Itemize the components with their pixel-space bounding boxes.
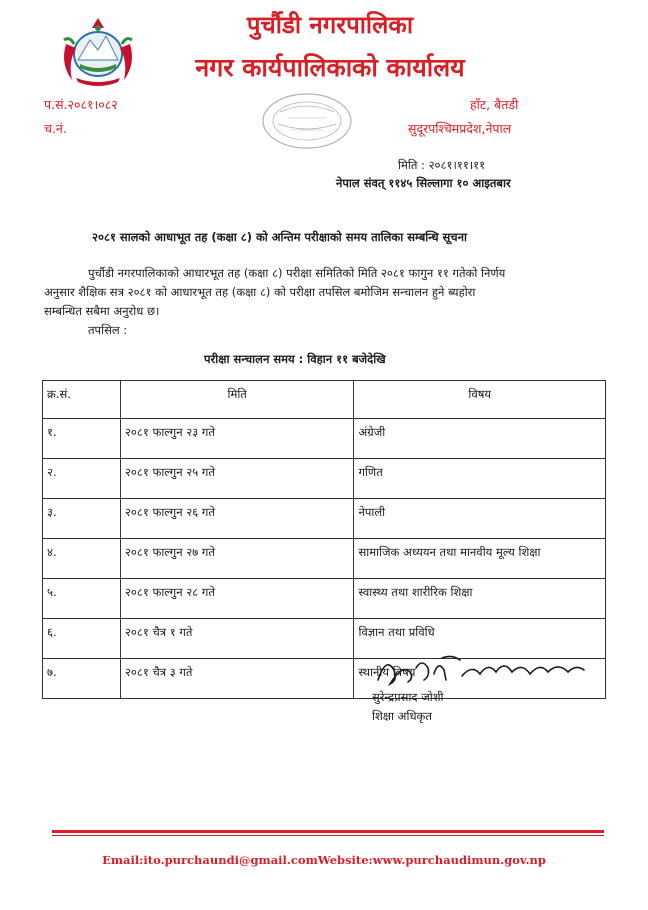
reference-number: प.सं.२०८१।०८२ xyxy=(44,97,118,112)
cell-serial: ७. xyxy=(43,659,121,699)
footer-divider-thin xyxy=(52,835,604,836)
office-stamp-icon xyxy=(258,90,356,152)
cell-serial: ५. xyxy=(43,579,121,619)
cell-date: २०८१ फाल्गुन २८ गते xyxy=(120,579,354,619)
cell-subject: नेपाली xyxy=(354,499,606,539)
header-serial: क्र.सं. xyxy=(43,381,121,419)
table-row xyxy=(43,539,606,579)
details-label: तपसिल : xyxy=(88,323,128,337)
cell-serial: २. xyxy=(43,459,121,499)
table-row xyxy=(43,419,606,459)
cell-serial: ४. xyxy=(43,539,121,579)
cell-subject: सामाजिक अध्ययन तथा मानवीय मूल्य शिक्षा xyxy=(354,539,606,579)
cell-date: २०८१ चैत्र ३ गते xyxy=(120,659,354,699)
header-date: मिति xyxy=(120,381,354,419)
cell-date: २०८१ फाल्गुन २५ गते xyxy=(120,459,354,499)
table-header-row xyxy=(43,381,606,419)
cell-serial: ६. xyxy=(43,619,121,659)
notice-paragraph-line-3: सम्बन्धित सबैमा अनुरोध छ। xyxy=(44,304,160,318)
signature-icon xyxy=(372,650,592,692)
cell-subject: गणित xyxy=(354,459,606,499)
cell-serial: १. xyxy=(43,419,121,459)
cell-date: २०८१ चैत्र १ गते xyxy=(120,619,354,659)
cell-subject: अंग्रेजी xyxy=(354,419,606,459)
office-title: पुर्चौडी नगरपालिका xyxy=(246,10,414,39)
notice-paragraph-line-1: पुर्चौडी नगरपालिकाको आधारभूत तह (कक्षा ८) परीक्षा समितिको मिति २०८१ फागुन ११ गतेको निर्णय xyxy=(88,266,506,280)
nepal-sambat-date: नेपाल संवत् ११४५ सिल्लागा १० आइतबार xyxy=(336,176,511,190)
footer-contact: Email:ito.purchaundi@gmail.comWebsite:www.purchaudimun.gov.np xyxy=(102,853,546,867)
cell-date: २०८१ फाल्गुन २७ गते xyxy=(120,539,354,579)
exam-schedule-time: परीक्षा सन्चालन समय : विहान ११ बजेदेखि xyxy=(204,352,386,366)
footer-divider xyxy=(52,830,604,833)
cell-date: २०८१ फाल्गुन २६ गते xyxy=(120,499,354,539)
address-line-1: हाँट, बैतडी xyxy=(470,97,519,112)
cell-subject: स्वास्थ्य तथा शारीरिक शिक्षा xyxy=(354,579,606,619)
dispatch-number: च.नं. xyxy=(44,121,67,136)
notice-title: २०८१ सालको आधाभूत तह (कक्षा ८) को अन्तिम परीक्षाको समय तालिका सम्बन्धि सूचना xyxy=(92,230,467,244)
issue-date: मिति : २०८१।११।११ xyxy=(398,158,486,172)
table-row xyxy=(43,499,606,539)
signatory-name: सुरेन्द्रप्रसाद जोशी xyxy=(372,690,444,704)
header-subject: विषय xyxy=(354,381,606,419)
signatory-designation: शिक्षा अधिकृत xyxy=(372,709,432,723)
table-row xyxy=(43,579,606,619)
notice-paragraph-line-2: अनुसार शैक्षिक सत्र २०८१ को आधारभूत तह (कक्षा ८) को परीक्षा तपसिल बमोजिम सन्चालन हुने ब्यहोरा xyxy=(44,285,476,299)
table-row xyxy=(43,459,606,499)
cell-subject: विज्ञान तथा प्रविधि xyxy=(354,619,606,659)
office-subtitle: नगर कार्यपालिकाको कार्यालय xyxy=(195,53,465,82)
cell-serial: ३. xyxy=(43,499,121,539)
cell-date: २०८१ फाल्गुन २३ गते xyxy=(120,419,354,459)
address-line-2: सुदूरपश्चिमप्रदेश,नेपाल xyxy=(408,121,512,136)
cell-subject: स्थानीय विषय xyxy=(354,659,606,699)
